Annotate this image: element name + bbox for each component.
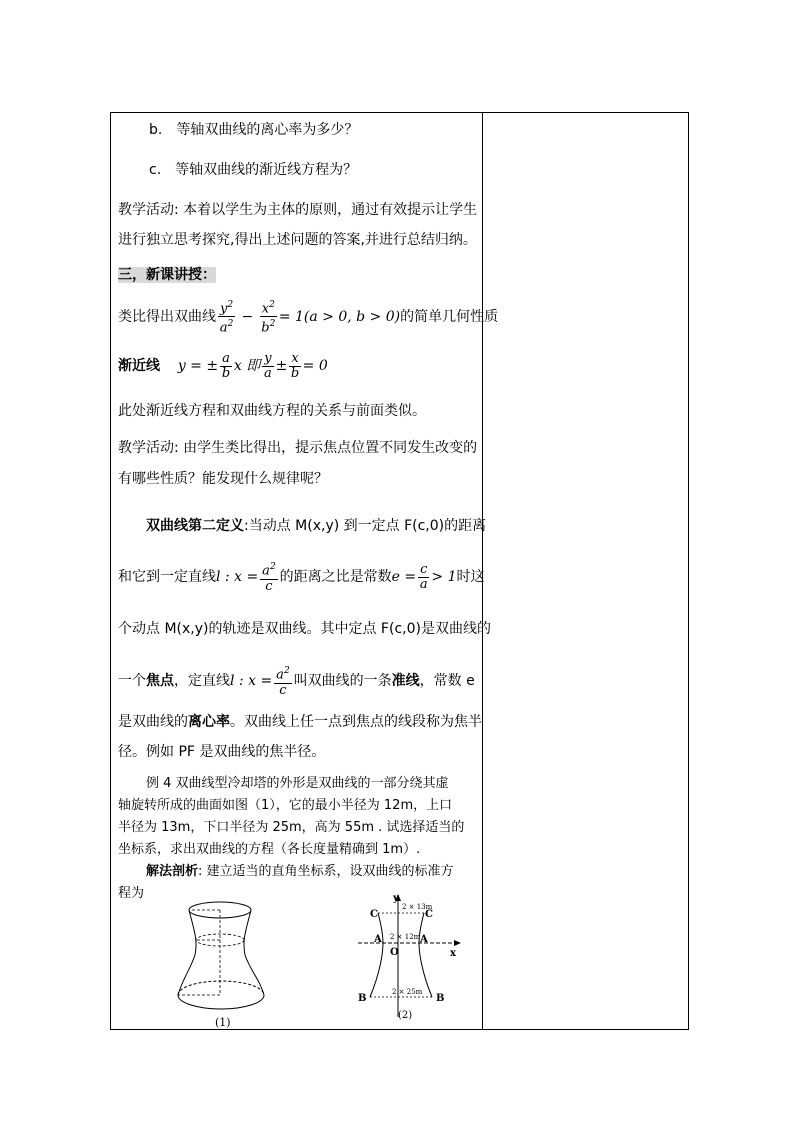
tower-bottom-back: [178, 981, 264, 995]
second-def-text5b: 。双曲线上任一点到焦点的线段称为焦半: [230, 714, 482, 730]
frac-x2-b2: $\frac{x^2}{b^2}$: [261, 300, 276, 336]
figure-hyperbola-coords: [350, 893, 465, 1023]
point-a-right: A: [420, 934, 428, 945]
directrix-term: 准线: [391, 673, 420, 689]
tower-right-profile: [244, 910, 264, 995]
frac-a-b: [220, 352, 232, 381]
directrix-eq: l : x =: [216, 569, 259, 585]
frac-num-x2: x: [291, 350, 299, 366]
activity1-line2: 进行独立思考探究,得出上述问题的答案,并进行总结归纳。: [118, 232, 477, 248]
second-def-text1: :当动点 M(x,y) 到一定点 F(c,0)的距离: [244, 518, 487, 534]
asymptote-eq-prefix: y = ±: [177, 358, 219, 374]
frac-den-a: a: [219, 320, 228, 336]
hyperbola-right-branch: [419, 913, 432, 997]
x-axis-arrow: [454, 940, 461, 946]
frac-den-c: c: [265, 578, 273, 594]
frac-den-b3: b: [290, 365, 300, 381]
figure1-caption: (1): [215, 1016, 231, 1029]
question-c: c. 等轴双曲线的渐近线方程为？: [149, 162, 358, 178]
hyperbola-left-branch: [370, 913, 383, 997]
second-def-line5: [118, 714, 482, 730]
frac-num-x: x: [261, 301, 270, 317]
top-dimension-label: 2 × 13m: [402, 903, 433, 911]
asymptote-pm: ±: [275, 358, 288, 374]
frac-den-a3: a: [419, 576, 428, 592]
example4-line6: 程为: [118, 886, 145, 901]
second-def-line4: [118, 664, 475, 698]
analogy-line: 类比得出双曲线 $\frac{y^2}{a^2}$ − $\frac{x^2}{b^2}$ = 1(a > 0, b > 0)的简单几何性质: [118, 300, 499, 336]
directrix-eq2: l : x =: [230, 673, 273, 689]
second-def-title: 双曲线第二定义: [146, 518, 244, 534]
asymptote-eq-tail: = 0: [302, 358, 328, 374]
example4-line5: [146, 864, 454, 880]
frac-num-a2: a: [262, 563, 270, 579]
question-b: b. 等轴双曲线的离心率为多少？: [149, 122, 359, 138]
y-axis-label: y: [393, 893, 399, 904]
frac-num-a2b: a: [276, 667, 284, 683]
second-def-text4c: 叫双曲线的一条: [293, 673, 392, 689]
point-b-right: B: [436, 993, 445, 1004]
asymptote-mid: x 即: [233, 358, 261, 374]
tower-bottom-front: [178, 995, 264, 1009]
activity2-line1: 教学活动: 由学生类比得出，提示焦点位置不同发生改变的: [118, 440, 478, 456]
analysis-text: : 建立适当的直角坐标系，设双曲线的标准方: [198, 864, 454, 879]
asymptote-line: [118, 350, 328, 382]
frac-num-y: y: [220, 301, 228, 317]
second-def-text2c: 时这: [456, 569, 485, 585]
frac-a2-c-2: $\frac{a^2}{c}$: [276, 666, 290, 698]
frac-den-a2: a: [264, 365, 272, 381]
second-def-text2b: 的距离之比是常数: [279, 569, 392, 585]
frac-num-c: c: [420, 561, 428, 577]
frac-den-b: b: [261, 320, 270, 336]
activity1-line1: 教学活动: 本着以学生为主体的原则，通过有效提示让学生: [118, 202, 478, 218]
activity2-line2: 有哪些性质？能发现什么规律呢？: [118, 471, 328, 487]
second-def-text5a: 是双曲线的: [118, 714, 188, 730]
example4-line3: 半径为 13m，下口半径为 25m，高为 55m . 试选择适当的: [118, 820, 465, 835]
second-def-line6: 径。例如 PF 是双曲线的焦半径。: [118, 744, 326, 760]
frac-den-b2: b: [221, 365, 231, 381]
tower-left-profile: [178, 910, 196, 995]
frac-y-a: [262, 352, 273, 381]
second-def-line1: [146, 518, 486, 534]
figure2-caption: (2): [398, 1010, 413, 1021]
origin-label: O: [390, 947, 399, 958]
second-def-text4b: ，定直线: [174, 673, 230, 689]
point-c-left: C: [370, 909, 378, 920]
frac-y2-a2: $\frac{y^2}{a^2}$: [219, 300, 234, 336]
frac-num-y2: y: [264, 350, 272, 366]
eccentricity-term: 离心率: [188, 714, 230, 730]
second-def-line2: [118, 560, 485, 594]
point-b-left: B: [358, 993, 367, 1004]
mid-dimension-label: 2 × 12m: [390, 933, 421, 941]
bottom-dimension-label: 2 × 25m: [392, 988, 423, 996]
frac-x-b: [289, 352, 300, 381]
figure-cooling-tower: [170, 895, 280, 1030]
frac-num-a: a: [222, 350, 230, 366]
note-line: 此处渐近线方程和双曲线方程的关系与前面类似。: [118, 403, 426, 419]
frac-den-c2: c: [279, 682, 287, 698]
second-def-text4d: ，常数 e: [419, 673, 475, 689]
gt-one: > 1: [431, 569, 457, 585]
frac-c-a: [418, 563, 429, 592]
analogy-suffix: 的简单几何性质: [400, 308, 499, 325]
analysis-title: 解法剖析: [146, 864, 199, 879]
example4-line2: 轴旋转所成的曲面如图（1），它的最小半径为 12m，上口: [118, 798, 453, 813]
second-def-text4a: 一个: [118, 673, 146, 689]
analogy-condition: = 1(a > 0, b > 0): [278, 308, 401, 325]
point-a-left: A: [374, 934, 382, 945]
asymptote-label: 渐近线: [118, 358, 160, 374]
e-eq: e =: [391, 569, 417, 585]
section-heading-text: 三，新课讲授：: [118, 267, 216, 283]
section-heading: [118, 267, 216, 283]
second-def-line3: 个动点 M(x,y)的轨迹是双曲线。其中定点 F(c,0)是双曲线的: [118, 621, 491, 637]
analogy-prefix: 类比得出双曲线: [118, 308, 216, 325]
point-c-right: C: [425, 909, 433, 920]
second-def-text2a: 和它到一定直线: [118, 569, 216, 585]
focus-term: 焦点: [146, 673, 174, 689]
example4-line1: 例 4 双曲线型冷却塔的外形是双曲线的一部分绕其虚: [146, 776, 449, 791]
example4-line4: 坐标系，求出双曲线的方程（各长度量精确到 1m）.: [118, 842, 421, 857]
frac-a2-c: $\frac{a^2}{c}$: [262, 562, 276, 594]
x-axis-label: x: [450, 948, 456, 959]
